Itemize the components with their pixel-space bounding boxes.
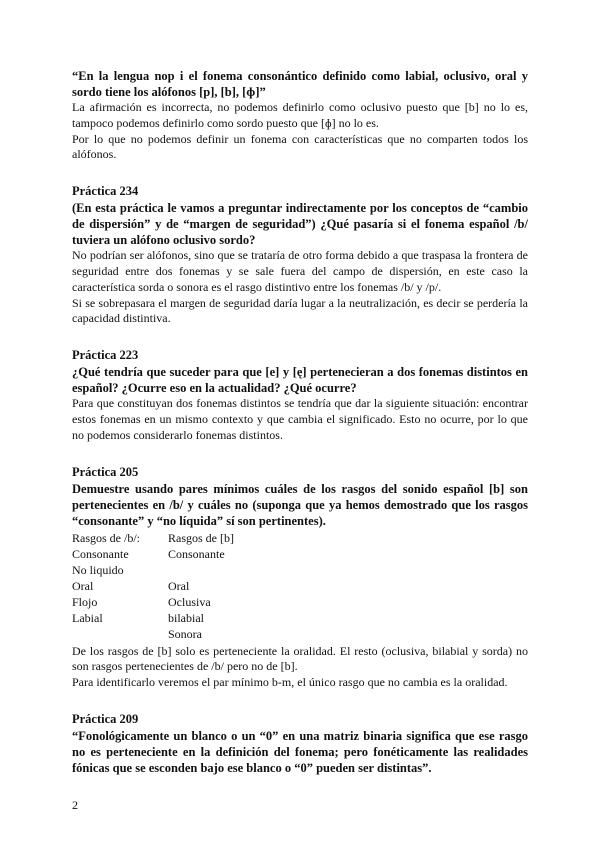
rasgos-row	[72, 578, 528, 594]
rasgo-phoneme-cell: Labial	[72, 610, 103, 625]
practica-223-section	[72, 347, 528, 443]
practica-209-question: “Fonológicamente un blanco o un “0” en una matriz binaria significa que ese rasgo no es perteneciente en la definición del fonema; pero fonéticamente las realidades fónicas que se esconden bajo ese blanco o “0” pueden ser distintas”.	[72, 728, 528, 775]
rasgo-sound-cell	[168, 562, 348, 578]
practica-205-answer-1: De los rasgos de [b] solo es perteneciente la oralidad. El resto (oclusiva, bilabial y sorda) no son rasgos pertenecientes de /b/ pero no de [b].	[72, 643, 528, 674]
rasgo-phoneme-cell: Consonante	[72, 546, 129, 561]
practica-234-question: (En esta práctica le vamos a preguntar indirectamente por los conceptos de “cambio de dispersión” y de “margen de seguridad”) ¿Qué pasaría si el fonema español /b/ tuviera un alófono oclusivo sordo?	[72, 201, 528, 248]
rasgo-sound-cell: bilabial	[168, 610, 204, 625]
rasgos-header-b-sound: Rasgos de [b]	[168, 530, 234, 545]
page-number: 2	[72, 798, 78, 812]
practica-234-title: Práctica 234	[72, 184, 139, 199]
rasgo-phoneme-cell: Oral	[72, 578, 94, 593]
intro-answer-1: La afirmación es incorrecta, no podemos definirlo como oclusivo puesto que [b] no lo es, tampoco podemos definirlo como sordo puesto que [ɸ] no lo es.	[72, 100, 528, 130]
practica-234-answer-2: Si se sobrepasara el margen de seguridad daría lugar a la neutralización, es decir se perdería la capacidad distintiva.	[72, 295, 528, 326]
rasgo-phoneme-cell	[72, 626, 168, 642]
practica-205-section	[72, 464, 528, 691]
rasgos-row	[72, 562, 528, 578]
practica-223-title: Práctica 223	[72, 348, 139, 363]
intro-question: “En la lengua nop i el fonema consonántico definido como labial, oclusivo, oral y sordo tiene los alófonos [p], [b], [ɸ]”	[72, 69, 528, 99]
practica-209-section	[72, 711, 528, 776]
rasgo-phoneme-cell: No liquido	[72, 562, 124, 577]
rasgos-row	[72, 626, 528, 642]
rasgo-sound-cell: Oclusiva	[168, 594, 211, 609]
practica-223-answer-1: Para que constituyan dos fonemas distintos se tendría que dar la siguiente situación: encontrar estos fonemas en un mismo contexto y que cambia el significado. Esto no ocurre, por lo que no podemos considerarlo fonemas distintos.	[72, 396, 528, 442]
rasgos-table	[72, 530, 528, 642]
rasgo-sound-cell: Consonante	[168, 546, 225, 561]
practica-234-section	[72, 183, 528, 327]
practica-205-title: Práctica 205	[72, 464, 139, 479]
rasgos-row	[72, 610, 528, 626]
practica-223-question: ¿Qué tendría que suceder para que [e] y [ę] pertenecieran a dos fonemas distintos en español? ¿Ocurre eso en la actualidad? ¿Qué ocurre?	[72, 365, 528, 396]
rasgo-sound-cell: Sonora	[168, 626, 202, 641]
intro-section	[72, 68, 528, 163]
document-page	[72, 68, 528, 796]
rasgos-row	[72, 594, 528, 610]
practica-205-answer-2: Para identificarlo veremos el par mínimo b-m, el único rasgo que no cambia es la oralidad.	[72, 675, 508, 690]
rasgos-header-row	[72, 530, 528, 546]
practica-205-question: Demuestre usando pares mínimos cuáles de los rasgos del sonido español [b] son pertenecientes en /b/ y cuáles no (suponga que ya hemos demostrado que los rasgos “consonante” y “no líquida” sí son pertinentes).	[72, 481, 528, 528]
rasgo-phoneme-cell: Flojo	[72, 594, 98, 609]
rasgos-row	[72, 546, 528, 562]
intro-answer-2: Por lo que no podemos definir un fonema con características que no comparten todos los alófonos.	[72, 131, 528, 162]
rasgos-header-b-phoneme: Rasgos de /b/:	[72, 530, 140, 545]
practica-234-answer-1: No podrían ser alófonos, sino que se trataría de otro forma debido a que traspasa la frontera de seguridad entre dos fonemas y se sale fuera del campo de dispersión, en este caso la característica sorda o sonora es el rasgo distintivo entre los fonemas /b/ y /p/.	[72, 248, 528, 294]
rasgo-sound-cell: Oral	[168, 578, 190, 593]
practica-209-title: Práctica 209	[72, 711, 139, 726]
